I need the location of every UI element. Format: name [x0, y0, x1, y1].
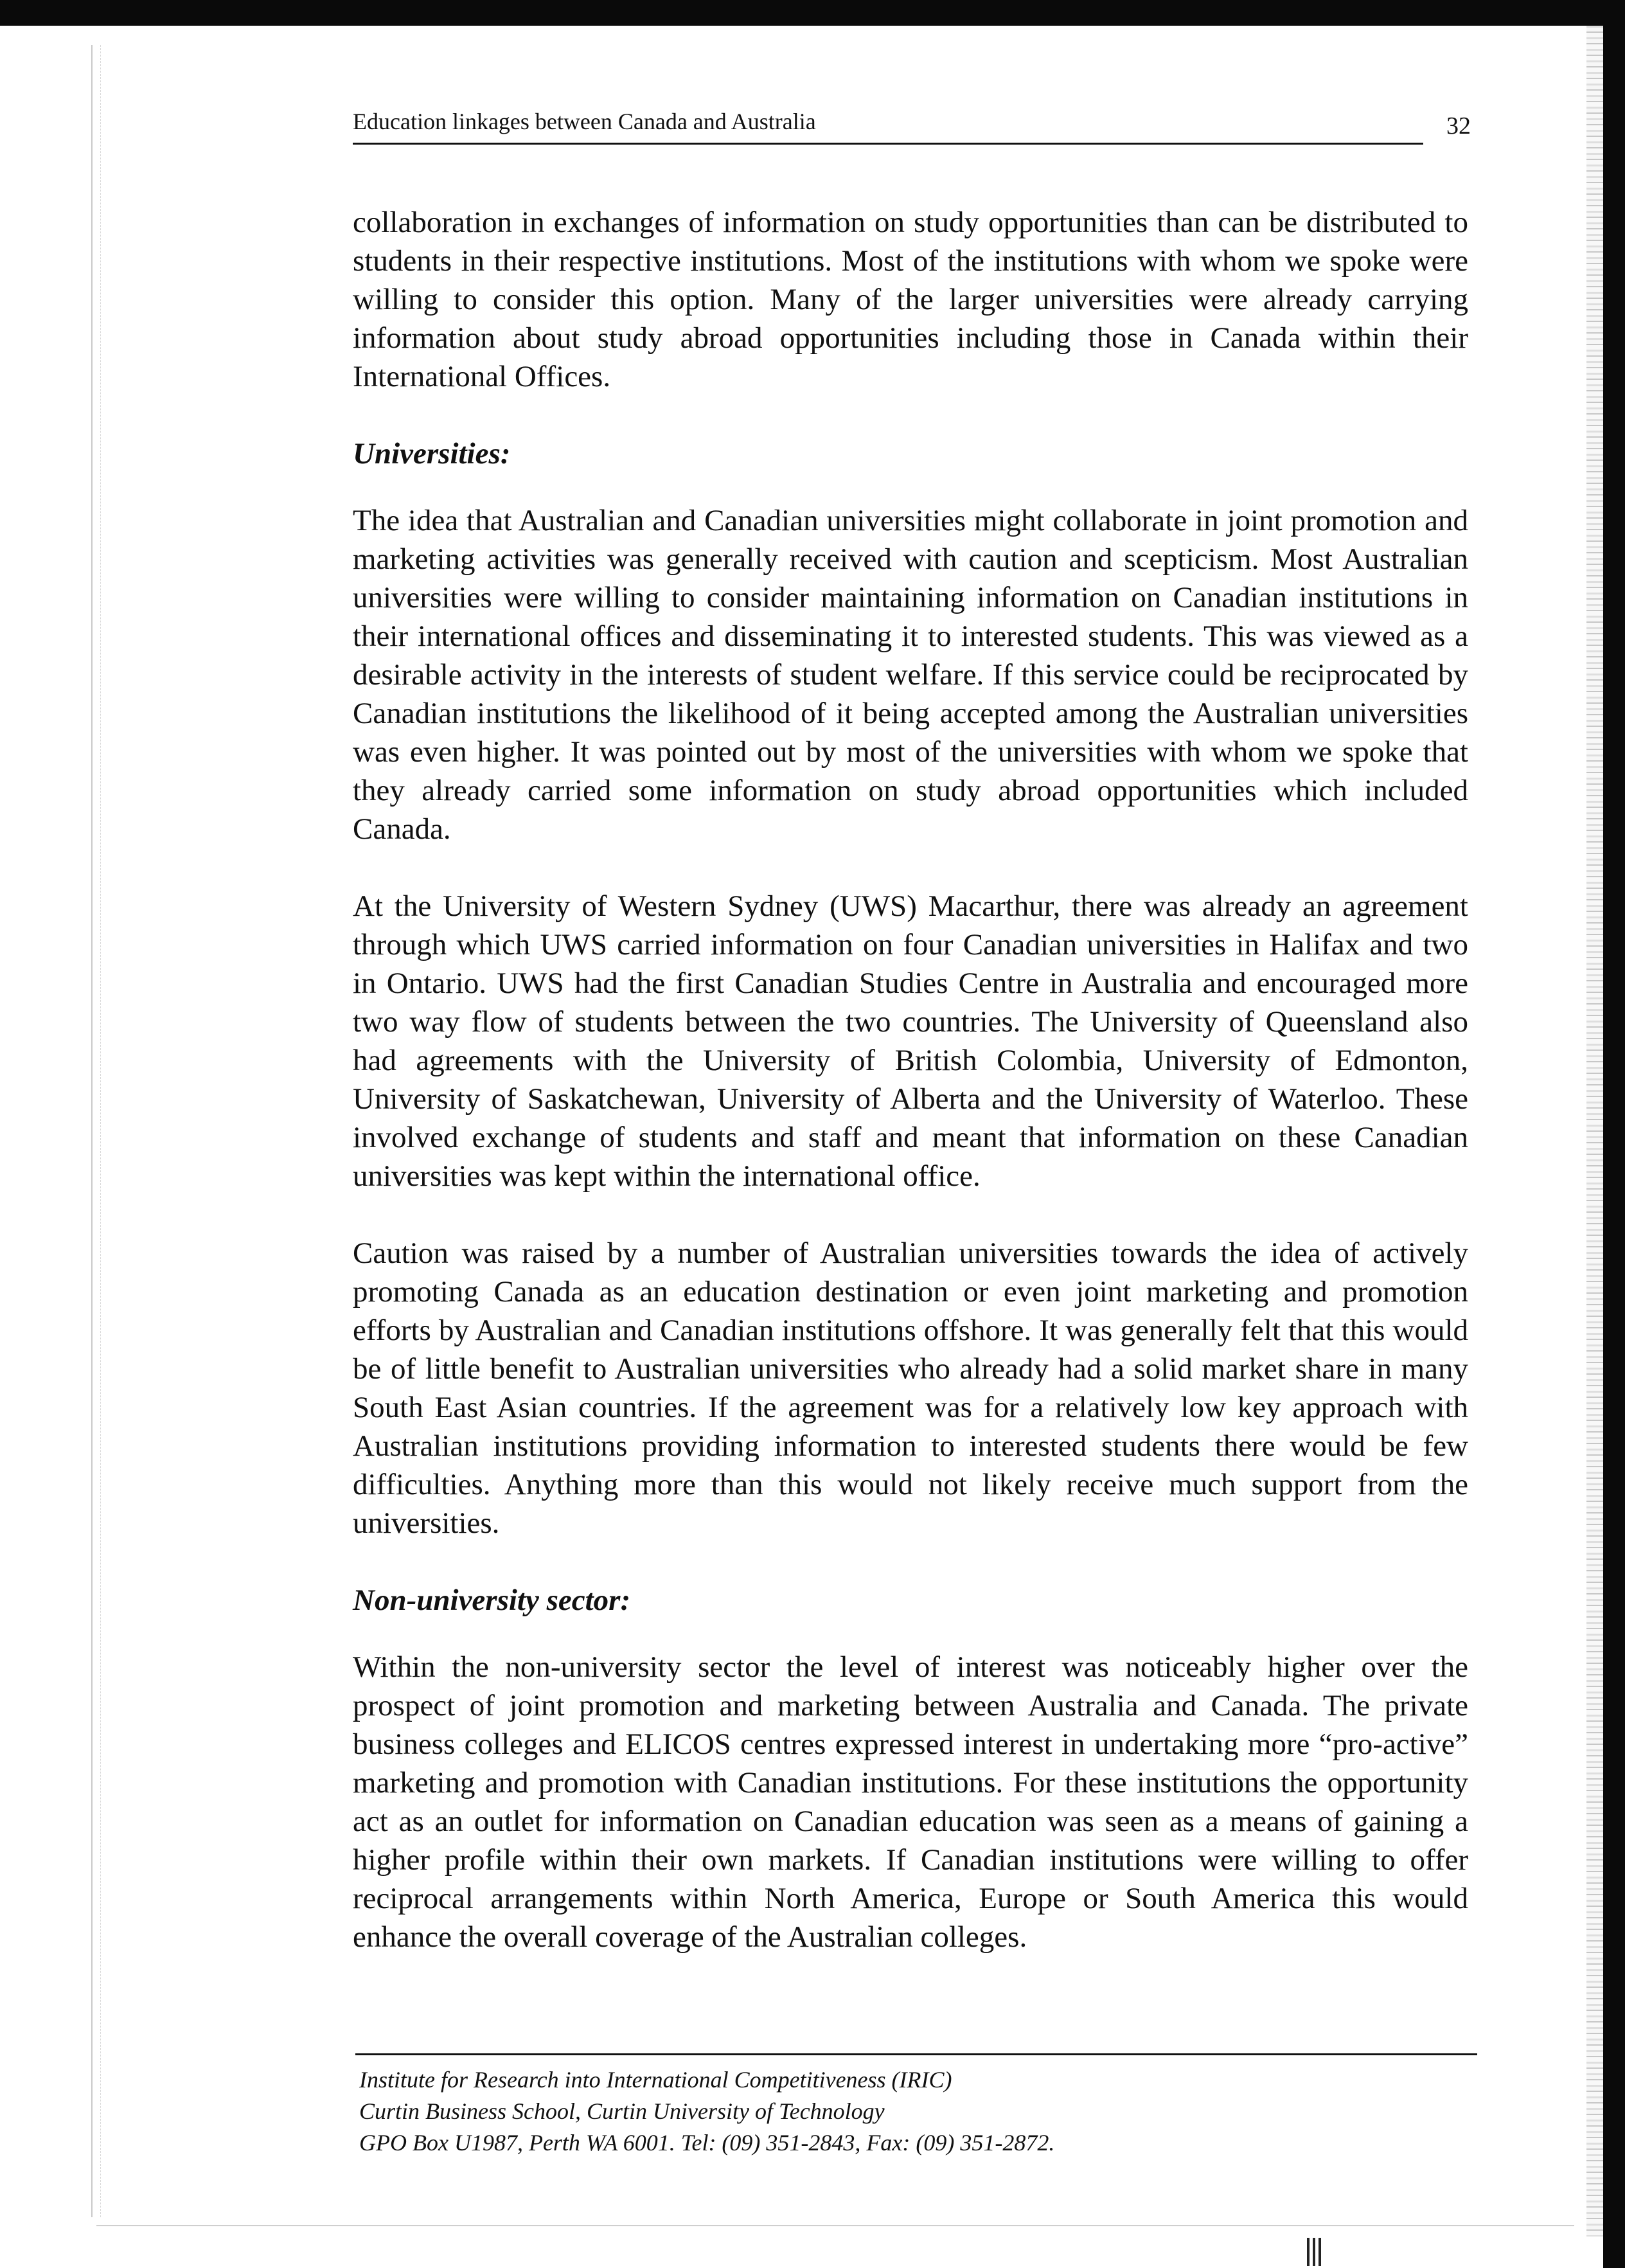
universities-heading: Universities:	[353, 437, 511, 470]
scan-artifact-mark	[1307, 2238, 1324, 2266]
non-university-paragraph: Within the non-university sector the level of interest was noticeably higher over the prospect of joint promotion and marketing between Australia and Canada. The private business colleges and ELICOS centres expressed interest in undertaking more “pro-active” marketing and promotion with Canadian institutions. For these institutions the opportunity act as an outlet for information on Canadian education was seen as a means of gaining a higher profile within their own markets. If Canadian institutions were willing to offer reciprocal arrangements within North America, Europe or South America this would enhance the overall coverage of the Australian colleges.	[353, 1650, 1468, 1954]
running-header	[353, 108, 1471, 145]
scan-page-edge-bottom	[96, 2225, 1574, 2226]
page-body	[353, 203, 1468, 1956]
universities-paragraph: The idea that Australian and Canadian universities might collaborate in joint promotion and marketing activities was generally received with caution and scepticism. Most Australian universities were willing to consider maintaining information on Canadian institutions in their international offices and disseminating it to interested students. This was viewed as a desirable activity in the interests of student welfare. If this service could be reciprocated by Canadian institutions the likelihood of it being accepted among the Australian universities was even higher. It was pointed out by most of the universities with whom we spoke that they already carried some information on study abroad opportunities which included Canada.	[353, 504, 1468, 846]
footer-rule	[355, 2053, 1477, 2055]
header-title: Education linkages between Canada and Australia	[353, 109, 816, 134]
scan-border-top	[0, 0, 1625, 26]
footer-school: Curtin Business School, Curtin University of Technology	[359, 2098, 885, 2124]
footer-institute: Institute for Research into International Competitiveness (IRIC)	[359, 2067, 952, 2093]
uws-paragraph: At the University of Western Sydney (UWS) Macarthur, there was already an agreement through which UWS carried information on four Canadian universities in Halifax and two in Ontario. UWS had the first Canadian Studies Centre in Australia and encouraged more two way flow of students between the two countries. The University of Queensland also had agreements with the University of British Colombia, University of Edmonton, University of Saskatchewan, University of Alberta and the University of Waterloo. These involved exchange of students and staff and meant that information on these Canadian universities was kept within the international office.	[353, 889, 1468, 1193]
non-university-heading: Non-university sector:	[353, 1584, 631, 1617]
header-rule	[353, 143, 1423, 145]
scan-page-edge-right	[1586, 26, 1603, 2237]
page-number: 32	[1446, 112, 1471, 139]
caution-paragraph: Caution was raised by a number of Australian universities towards the idea of actively promoting Canada as an education destination or even joint marketing and promotion efforts by Australian and Canadian institutions offshore. It was generally felt that this would be of little benefit to Australian universities who already had a solid market share in many South East Asian countries. If the agreement was for a relatively low key approach with Australian institutions providing information to interested students there would be few difficulties. Anything more than this would not likely receive much support from the universities.	[353, 1237, 1468, 1540]
page-footer	[359, 2064, 1477, 2159]
footer-address: GPO Box U1987, Perth WA 6001. Tel: (09) 351-2843, Fax: (09) 351-2872.	[359, 2130, 1055, 2156]
scan-page-edge-left-inner	[100, 45, 101, 2217]
scan-page-edge-left	[91, 45, 93, 2217]
scan-border-right	[1603, 0, 1625, 2268]
intro-paragraph: collaboration in exchanges of information on study opportunities than can be distributed to students in their respective institutions. Most of the institutions with whom we spoke were willing to consider this option. Many of the larger universities were already carrying information about study abroad opportunities including those in Canada within their International Offices.	[353, 206, 1468, 393]
